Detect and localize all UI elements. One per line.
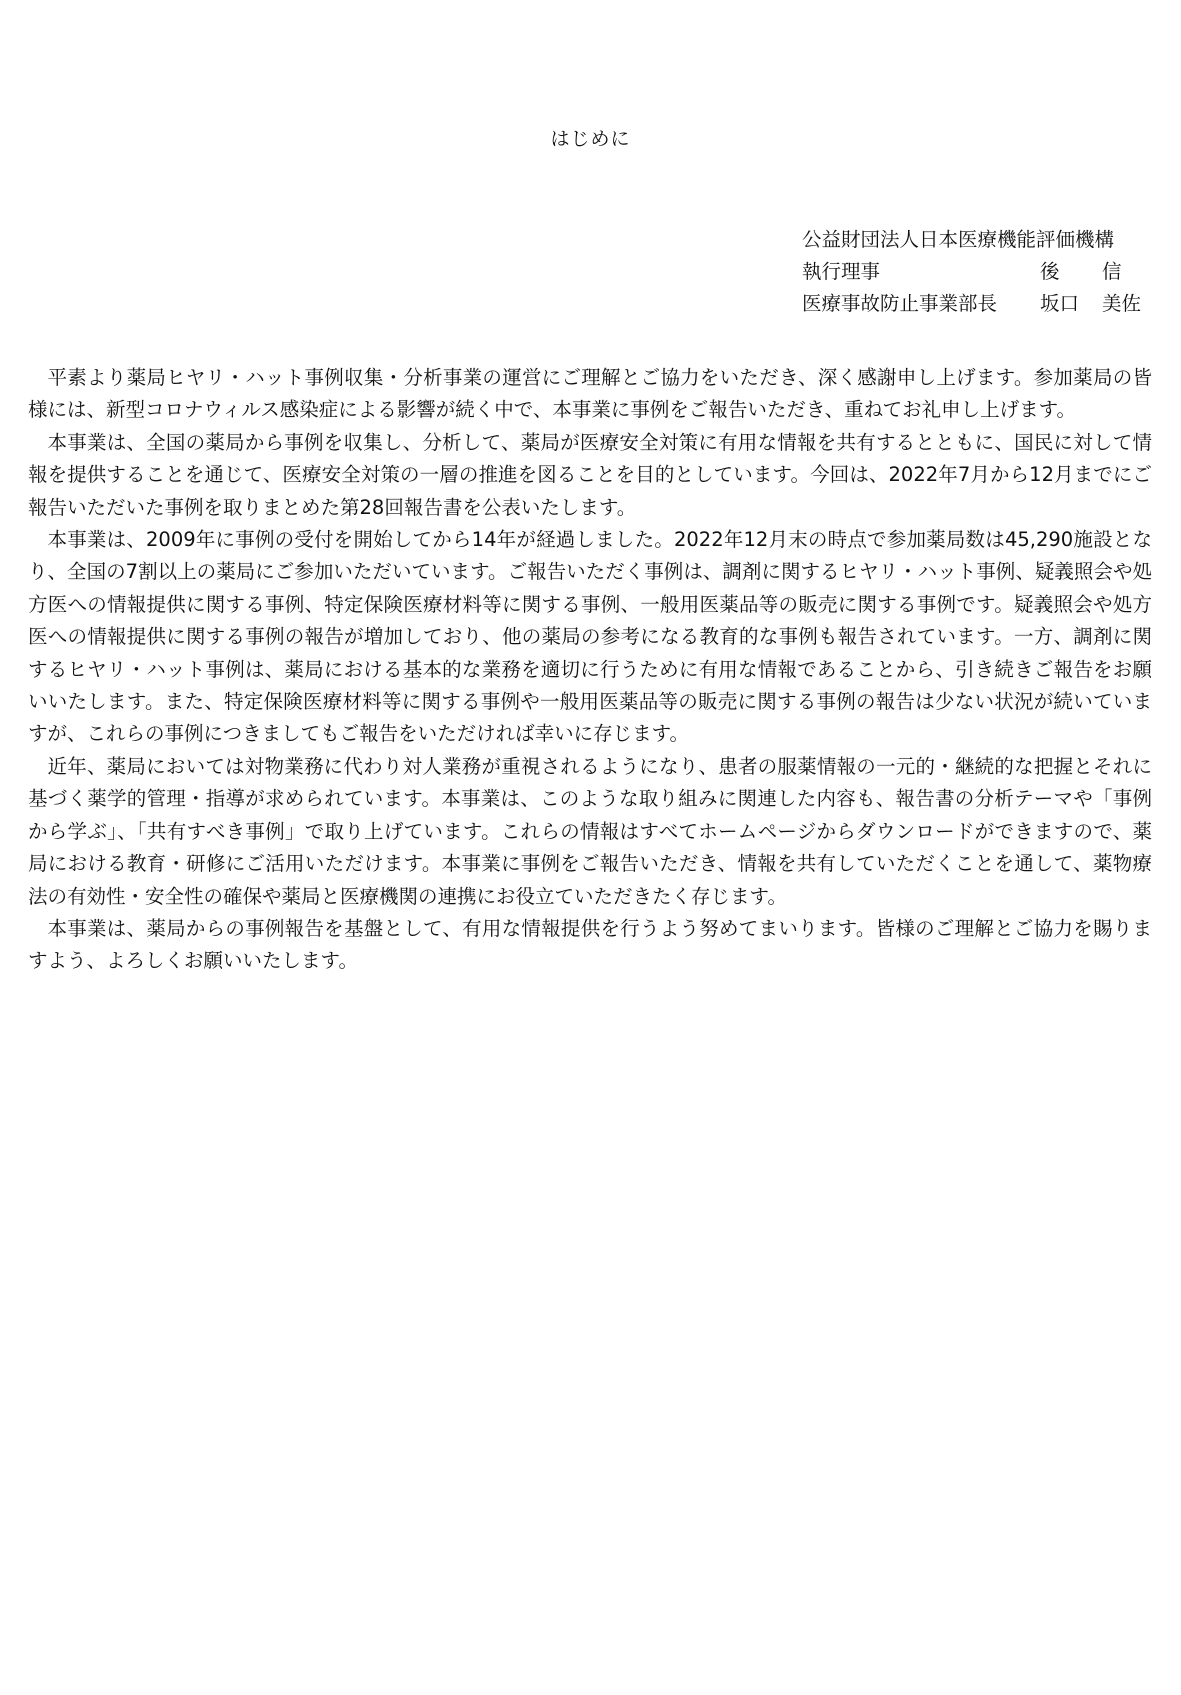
- paragraph: 本事業は、全国の薬局から事例を収集し、分析して、薬局が医療安全対策に有用な情報を共有するとともに、国民に対して情報を提供することを通じて、医療安全対策の一層の推進を図ることを目的としています。今回は、2022年7月から12月までにご報告いただいた事例を取りまとめた第28回報告書を公表いたします。: [28, 430, 1152, 519]
- body-text: [28, 362, 1152, 978]
- signature-name: [1038, 256, 1122, 288]
- signature-surname: 坂口: [1040, 292, 1080, 315]
- paragraph: 本事業は、薬局からの事例報告を基盤として、有用な情報提供を行うよう努めてまいります。皆様のご理解とご協力を賜りますよう、よろしくお願いいたします。: [28, 916, 1152, 973]
- signature-given-name: 信: [1102, 260, 1122, 283]
- signature-row: [802, 288, 1152, 320]
- signature-organization: 公益財団法人日本医療機能評価機構: [802, 228, 1115, 251]
- signature-row: [802, 256, 1152, 288]
- signature-role: 医療事故防止事業部長: [802, 292, 998, 315]
- signature-role: 執行理事: [802, 260, 881, 283]
- signature-given-name: 美佐: [1102, 292, 1142, 315]
- signature-surname: 後: [1040, 260, 1060, 283]
- paragraph: 平素より薬局ヒヤリ・ハット事例収集・分析事業の運営にご理解とご協力をいただき、深く感謝申し上げます。参加薬局の皆様には、新型コロナウィルス感染症による影響が続く中で、本事業に事例をご報告いただき、重ねてお礼申し上げます。: [28, 366, 1152, 422]
- signature-block: [802, 224, 1152, 320]
- paragraph: 本事業は、2009年に事例の受付を開始してから14年が経過しました。2022年12月末の時点で参加薬局数は45,290施設となり、全国の7割以上の薬局にご参加いただいています。ご報告いただく事例は、調剤に関するヒヤリ・ハット事例、疑義照会や処方医への情報提供に関する事例、特定保険医療材料等に関する事例、一般用医薬品等の販売に関する事例です。疑義照会や処方医への情報提供に関する事例の報告が増加しており、他の薬局の参考になる教育的な事例も報告されています。一方、調剤に関するヒヤリ・ハット事例は、薬局における基本的な業務を適切に行うために有用な情報であることから、引き続きご報告をお願いいたします。また、特定保険医療材料等に関する事例や一般用医薬品等の販売に関する事例の報告は少ない状況が続いていますが、これらの事例につきましてもご報告をいただければ幸いに存じます。: [28, 528, 1152, 746]
- paragraph: 近年、薬局においては対物業務に代わり対人業務が重視されるようになり、患者の服薬情報の一元的・継続的な把握とそれに基づく薬学的管理・指導が求められています。本事業は、このような取り組みに関連した内容も、報告書の分析テーマや「事例から学ぶ」、「共有すべき事例」で取り上げています。これらの情報はすべてホームページからダウンロードができますので、薬局における教育・研修にご活用いただけます。本事業に事例をご報告いただき、情報を共有していただくことを通して、薬物療法の有効性・安全性の確保や薬局と医療機関の連携にお役立ていただきたく存じます。: [28, 754, 1152, 908]
- signature-name: [1038, 288, 1141, 320]
- page-title: はじめに: [550, 128, 631, 150]
